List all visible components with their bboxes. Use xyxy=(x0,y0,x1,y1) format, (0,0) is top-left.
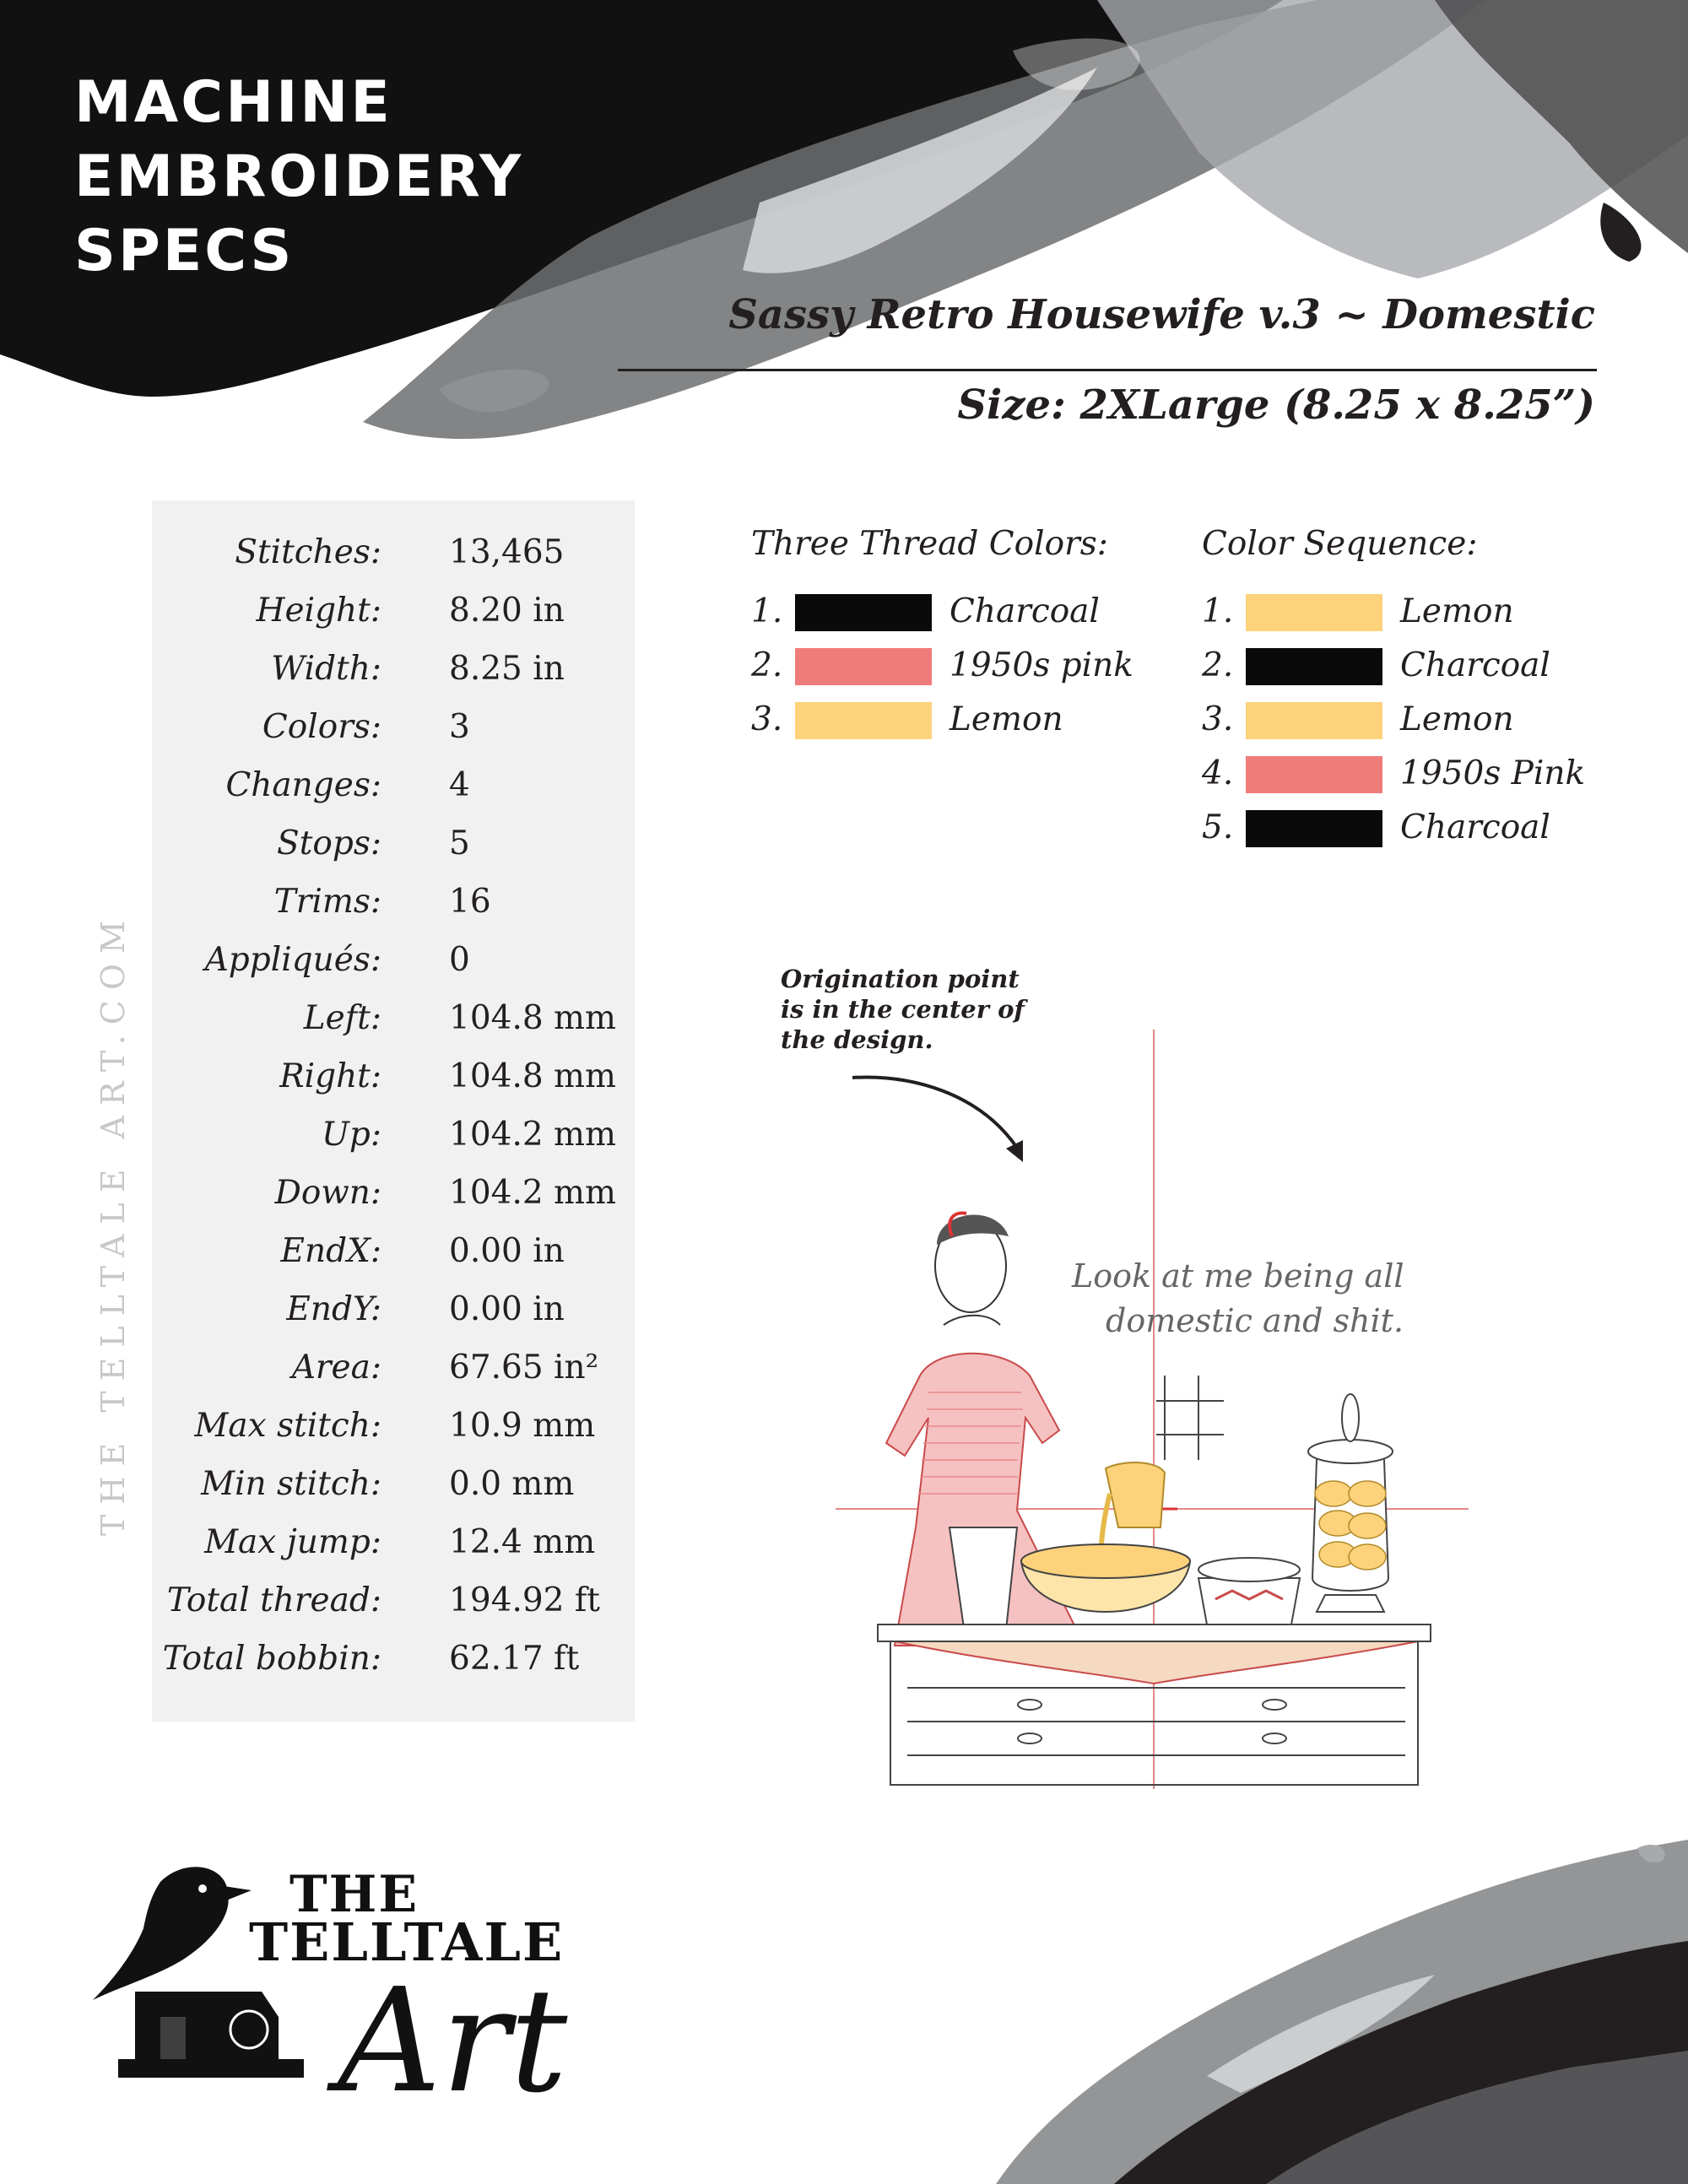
spec-row xyxy=(152,1571,635,1630)
color-name: Lemon xyxy=(1400,592,1514,630)
spec-row xyxy=(152,873,635,931)
specs-panel xyxy=(152,500,635,1722)
spec-label: Right: xyxy=(279,1057,381,1095)
item-number: 1. xyxy=(751,592,783,630)
spec-row xyxy=(152,1164,635,1222)
spec-row xyxy=(152,698,635,756)
brand-logo xyxy=(84,1848,625,2125)
spec-value: 104.2 mm xyxy=(449,1116,617,1154)
spec-value: 0 xyxy=(449,941,470,979)
spec-label: Area: xyxy=(291,1349,381,1387)
item-number: 2. xyxy=(1202,646,1234,684)
spec-row xyxy=(152,1630,635,1688)
spec-label: Max stitch: xyxy=(194,1407,381,1445)
color-name: Lemon xyxy=(1400,700,1514,738)
spec-row xyxy=(152,581,635,640)
color-swatch xyxy=(1246,810,1382,847)
spec-value: 16 xyxy=(449,883,491,921)
spec-row xyxy=(152,1280,635,1338)
spec-value: 0.00 in xyxy=(449,1290,565,1328)
color-name: Charcoal xyxy=(1400,808,1550,846)
item-number: 3. xyxy=(1202,700,1234,738)
spec-label: Appliqués: xyxy=(204,941,381,979)
spec-value: 13,465 xyxy=(449,533,565,571)
spec-value: 5 xyxy=(449,824,470,862)
spec-label: Up: xyxy=(322,1116,381,1154)
color-name: Charcoal xyxy=(1400,646,1550,684)
spec-label: Stops: xyxy=(277,824,381,862)
spec-value: 104.8 mm xyxy=(449,999,617,1037)
spec-value: 10.9 mm xyxy=(449,1407,596,1445)
embroidery-design-preview xyxy=(827,1021,1469,1797)
spec-value: 62.17 ft xyxy=(449,1640,580,1678)
spec-value: 4 xyxy=(449,766,470,804)
design-name: Sassy Retro Housewife v.3 ~ Domestic xyxy=(728,291,1595,338)
spec-label: Height: xyxy=(256,592,381,630)
spec-label: Down: xyxy=(274,1174,381,1212)
color-sequence-heading: Color Sequence: xyxy=(1202,525,1478,563)
logo-text-telltale: TELLTALE xyxy=(249,1911,565,1973)
spec-row xyxy=(152,1338,635,1397)
artwork-caption-line-2: domestic and shit. xyxy=(1106,1302,1404,1339)
spec-row xyxy=(152,1106,635,1164)
spec-row xyxy=(152,1222,635,1280)
origination-note: Origination point is in the center of the design. xyxy=(781,965,1025,1054)
color-swatch xyxy=(795,702,932,739)
spec-row xyxy=(152,1397,635,1455)
title-line-3: SPECS xyxy=(74,218,295,284)
spec-value: 67.65 in² xyxy=(449,1349,599,1387)
spec-label: EndY: xyxy=(286,1290,381,1328)
spec-label: Total thread: xyxy=(166,1581,381,1619)
color-name: Lemon xyxy=(950,700,1063,738)
spec-label: Left: xyxy=(303,999,381,1037)
logo-text-the: THE xyxy=(289,1865,419,1924)
design-size: Size: 2XLarge (8.25 x 8.25”) xyxy=(957,381,1595,429)
spec-row xyxy=(152,989,635,1047)
spec-row xyxy=(152,1455,635,1513)
spec-value: 0.0 mm xyxy=(449,1465,575,1503)
spec-label: Width: xyxy=(271,650,381,688)
spec-label: Max jump: xyxy=(204,1523,381,1561)
spec-value: 8.25 in xyxy=(449,650,565,688)
website-watermark: THE TELLTALE ART.COM xyxy=(95,911,132,1536)
color-swatch xyxy=(795,594,932,631)
color-swatch xyxy=(1246,756,1382,793)
spec-value: 104.2 mm xyxy=(449,1174,617,1212)
spec-row xyxy=(152,1513,635,1571)
spec-row xyxy=(152,756,635,814)
color-swatch xyxy=(1246,702,1382,739)
spec-label: Total bobbin: xyxy=(162,1640,381,1678)
color-swatch xyxy=(795,648,932,685)
color-name: Charcoal xyxy=(950,592,1100,630)
spec-label: Changes: xyxy=(225,766,381,804)
spec-value: 8.20 in xyxy=(449,592,565,630)
color-swatch xyxy=(1246,594,1382,631)
item-number: 4. xyxy=(1202,754,1234,792)
header-divider xyxy=(618,369,1597,371)
spec-value: 194.92 ft xyxy=(449,1581,600,1619)
artwork-caption-line-1: Look at me being all xyxy=(1072,1257,1404,1295)
spec-value: 104.8 mm xyxy=(449,1057,617,1095)
spec-row xyxy=(152,640,635,698)
spec-value: 12.4 mm xyxy=(449,1523,596,1561)
spec-row xyxy=(152,814,635,873)
color-name: 1950s pink xyxy=(950,646,1133,684)
title-line-2: EMBROIDERY xyxy=(74,143,524,210)
spec-label: Stitches: xyxy=(235,533,381,571)
spec-label: Colors: xyxy=(262,708,381,746)
spec-label: EndX: xyxy=(280,1232,381,1270)
color-name: 1950s Pink xyxy=(1400,754,1586,792)
thread-colors-heading: Three Thread Colors: xyxy=(751,525,1108,563)
spec-value: 3 xyxy=(449,708,470,746)
page-title xyxy=(74,66,523,289)
spec-row xyxy=(152,931,635,989)
spec-label: Min stitch: xyxy=(201,1465,381,1503)
spec-row xyxy=(152,1047,635,1106)
title-line-1: MACHINE xyxy=(74,69,392,136)
item-number: 3. xyxy=(751,700,783,738)
item-number: 1. xyxy=(1202,592,1234,630)
spec-row xyxy=(152,523,635,581)
color-swatch xyxy=(1246,648,1382,685)
spec-label: Trims: xyxy=(273,883,381,921)
spec-value: 0.00 in xyxy=(449,1232,565,1270)
item-number: 5. xyxy=(1202,808,1234,846)
logo-text-art: Art xyxy=(338,1958,568,2125)
item-number: 2. xyxy=(751,646,783,684)
